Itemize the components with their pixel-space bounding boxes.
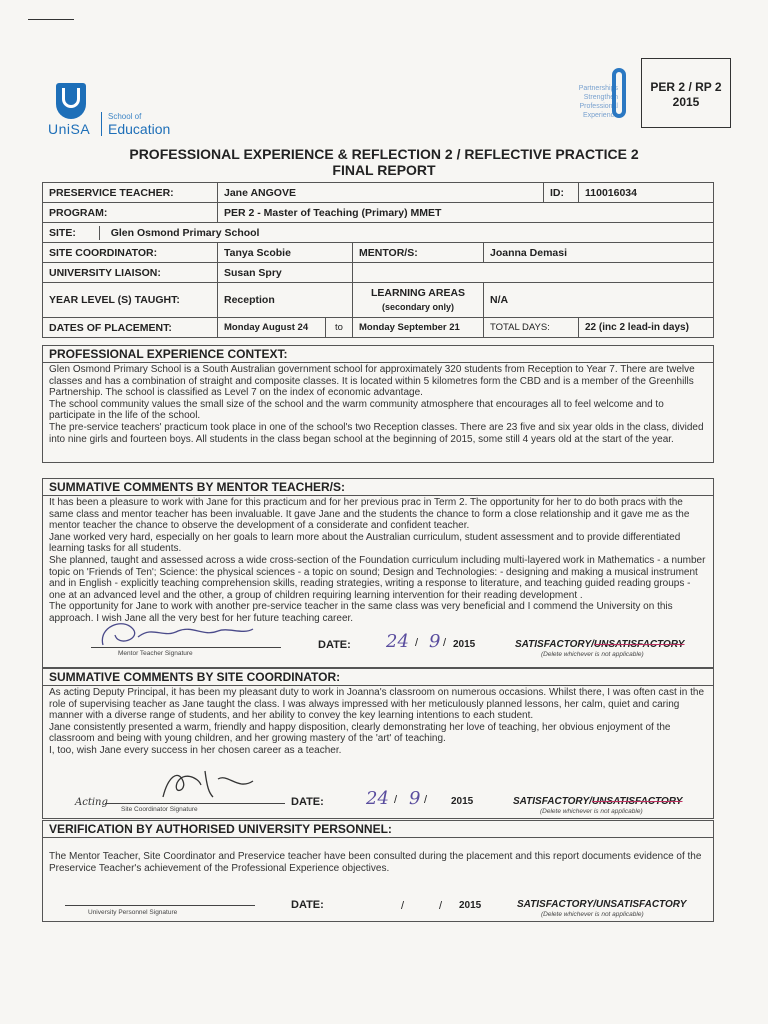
context-heading: PROFESSIONAL EXPERIENCE CONTEXT: (43, 346, 713, 363)
coordinator-satisfactory (513, 796, 682, 807)
learning-areas-cell (353, 283, 484, 318)
total-days-label: TOTAL DAYS: (484, 318, 579, 338)
total-days-value: 22 (inc 2 lead-in days) (579, 318, 714, 338)
date-to-label: to (326, 318, 353, 338)
mentor-heading: SUMMATIVE COMMENTS BY MENTOR TEACHER/S: (43, 479, 713, 496)
delete-note: (Delete whichever is not applicable) (541, 651, 644, 658)
partnerships-line: Professional (579, 103, 618, 110)
mentor-label: MENTOR/S: (353, 243, 484, 263)
mentor-signature-line (91, 647, 281, 648)
coordinator-date-month: 9 (409, 788, 421, 809)
verification-body (43, 838, 713, 874)
mentor-signature-label: Mentor Teacher Signature (118, 650, 193, 657)
university-signature-line (65, 905, 255, 906)
year-level-value: Reception (218, 283, 353, 318)
date-slash: / (439, 900, 443, 912)
verification-section (42, 820, 714, 922)
partnerships-line: Experience (582, 112, 618, 119)
date-to: Monday September 21 (353, 318, 484, 338)
logo-school-of: School of (108, 112, 142, 121)
report-subtitle: FINAL REPORT (332, 162, 436, 178)
id-label: ID: (544, 183, 579, 203)
mentor-date-day: 24 (386, 631, 409, 652)
table-row (43, 223, 714, 243)
year-level-label: YEAR LEVEL (S) TAUGHT: (43, 283, 218, 318)
verification-satisfactory: SATISFACTORY/UNSATISFACTORY (517, 899, 687, 910)
date-from: Monday August 24 (218, 318, 326, 338)
preservice-value: Jane ANGOVE (218, 183, 544, 203)
context-paragraph: The pre-service teachers' practicum took place in one of the school's two Reception classes. There are 23 five and six year olds in the class, divided into nine girls and fourteen boys. All students in the class began school at the beginning of 2015, some still 4 years old at the start of the year. (49, 421, 704, 445)
date-slash: / (424, 794, 428, 806)
mentor-comments-section (42, 478, 714, 668)
coordinator-date-year: 2015 (451, 796, 474, 807)
acting-handwritten: Acting (75, 797, 108, 808)
liaison-value: Susan Spry (218, 263, 353, 283)
mentor-paragraph: It has been a pleasure to work with Jane for this practicum and for her previous prac in Term 2. The opportunity for her to do both pracs with the same class and mentor teacher has been invaluable. It gave Jane and the students the chance to form a close relationship and it gave me as the mentor teacher the chance to observe the development of a considerate and confident teacher. (49, 497, 690, 532)
site-divider (79, 226, 100, 240)
site-value: Glen Osmond Primary School (110, 226, 260, 239)
coordinator-body (43, 686, 713, 757)
date-slash: / (443, 637, 447, 649)
mentor-paragraph: She planned, taught and assessed across a wide cross-section of the Foundation curriculum including multi-layered work in Mathematics - a number topic on 'Friends of Ten'; Science: the physical sciences - a topic on sound; Design and Technologies: - designing and making a musical instrument and in English - explicitly teaching comprehension skills, reading strategies, writing a response to literature, and teaching guided reading groups - one at an advanced level and the other, a group of children requiring learning intervention for their reading development . (49, 554, 706, 601)
mentor-satisfactory (515, 639, 684, 650)
mentor-date-year: 2015 (453, 639, 476, 650)
verification-date-year: 2015 (459, 900, 482, 911)
program-label: PROGRAM: (43, 203, 218, 223)
verification-heading: VERIFICATION BY AUTHORISED UNIVERSITY PERSONNEL: (43, 821, 713, 838)
partnerships-logo-icon (612, 68, 626, 118)
table-row (43, 243, 714, 263)
logo-education: Education (108, 121, 171, 137)
mentor-signature-icon (93, 617, 263, 649)
liaison-label: UNIVERSITY LIAISON: (43, 263, 218, 283)
mentor-date-label: DATE: (318, 639, 351, 651)
coordinator-signature-icon (143, 767, 273, 803)
mentor-paragraph: The opportunity for Jane to work with another pre-service teacher in the same class was very beneficial and I commend the University on this approach. I wish Jane all the very best for her future teaching career. (49, 601, 673, 624)
table-row (43, 263, 714, 283)
date-slash: / (394, 794, 398, 806)
site-label: SITE: (49, 226, 76, 239)
coordinator-paragraph: Jane consistently presented a warm, friendly and happy disposition, clearly demonstrating her love of teaching, her obvious enjoyment of the classroom and being with young children, and her growing mastery of the 'art' of teaching. (49, 721, 671, 745)
learning-areas-label: LEARNING AREAS (370, 287, 466, 299)
table-row (43, 203, 714, 223)
scan-mark (28, 19, 74, 20)
context-section (42, 345, 714, 463)
date-slash: / (415, 637, 419, 649)
learning-areas-value: N/A (484, 283, 714, 318)
logo-divider (101, 112, 102, 136)
unsatisfactory-struck: UNSATISFACTORY (593, 639, 685, 650)
table-row (43, 318, 714, 338)
satisfactory-label: SATISFACTORY/ (513, 796, 592, 807)
context-paragraph: Glen Osmond Primary School is a South Australian government school for approximately 320 students from Reception to Year 7. There are twelve classes and has a combination of straight and composite classes. It is located within 5 kilometres form the CBD and is a member of the Greenhills Partnership. The school is classified as Level 7 on the index of economic advantage. (49, 364, 695, 399)
mentor-date-month: 9 (429, 631, 441, 652)
coordinator-paragraph: As acting Deputy Principal, it has been my pleasant duty to work in Joanna's classroom on numerous occasions. Whilst there, I was often cast in the role of supervising teacher as Jane taught the class. I was always impressed with her meticulously planned lessons, her calm, quiet and caring manner with a diverse range of students, and her ability to convey the key learning intentions to each student. (49, 687, 705, 722)
satisfactory-label: SATISFACTORY/ (515, 639, 594, 650)
verification-paragraph: The Mentor Teacher, Site Coordinator and Preservice teacher have been consulted during the placement and this report documents evidence of the Preservice Teacher's achievement of the Professional Experience objectives. (49, 851, 702, 874)
empty-cell (353, 263, 714, 283)
partnerships-text (548, 84, 618, 120)
delete-note: (Delete whichever is not applicable) (541, 911, 644, 918)
unsatisfactory-struck: UNSATISFACTORY (591, 796, 683, 807)
date-slash: / (401, 900, 405, 912)
verification-date-label: DATE: (291, 899, 324, 911)
coordinator-label: SITE COORDINATOR: (43, 243, 218, 263)
mentor-value: Joanna Demasi (484, 243, 714, 263)
coordinator-date-day: 24 (366, 788, 389, 809)
placement-details-table (42, 182, 714, 338)
dates-label: DATES OF PLACEMENT: (43, 318, 218, 338)
preservice-label: PRESERVICE TEACHER: (43, 183, 218, 203)
course-code-box (641, 58, 731, 128)
partnerships-line: Strengthen (583, 94, 618, 101)
university-signature-label: University Personnel Signature (88, 909, 178, 916)
logo-unisa-text: UniSA (48, 121, 91, 137)
course-year: 2015 (672, 95, 700, 109)
context-paragraph: The school community values the small size of the school and the warm community atmosphere that encourages all to feel welcome and to participate in the life of the school. (49, 398, 664, 422)
id-value: 110016034 (579, 183, 714, 203)
coordinator-date-label: DATE: (291, 796, 324, 808)
unisa-logo-u-icon (62, 88, 80, 108)
delete-note: (Delete whichever is not applicable) (540, 808, 643, 815)
table-row (43, 183, 714, 203)
program-value: PER 2 - Master of Teaching (Primary) MMET (218, 203, 714, 223)
mentor-paragraph: Jane worked very hard, especially on her goals to learn more about the Australian curriculum, student assessment and to provide differentiated learning tasks for all students. (49, 531, 681, 555)
coordinator-value: Tanya Scobie (218, 243, 353, 263)
coordinator-signature-line (105, 803, 285, 804)
partnerships-line: Partnerships (578, 85, 618, 92)
report-title: PROFESSIONAL EXPERIENCE & REFLECTION 2 / REFLECTIVE PRACTICE 2 (129, 146, 639, 162)
coordinator-comments-section (42, 668, 714, 819)
course-code: PER 2 / RP 2 (650, 80, 722, 94)
coordinator-signature-label: Site Coordinator Signature (121, 806, 198, 813)
coordinator-heading: SUMMATIVE COMMENTS BY SITE COORDINATOR: (43, 669, 713, 686)
site-row (43, 223, 714, 243)
context-body (43, 363, 713, 445)
learning-areas-sub: (secondary only) (381, 302, 455, 312)
mentor-body (43, 496, 713, 625)
coordinator-paragraph: I, too, wish Jane every success in her chosen career as a teacher. (49, 744, 342, 756)
table-row (43, 283, 714, 318)
